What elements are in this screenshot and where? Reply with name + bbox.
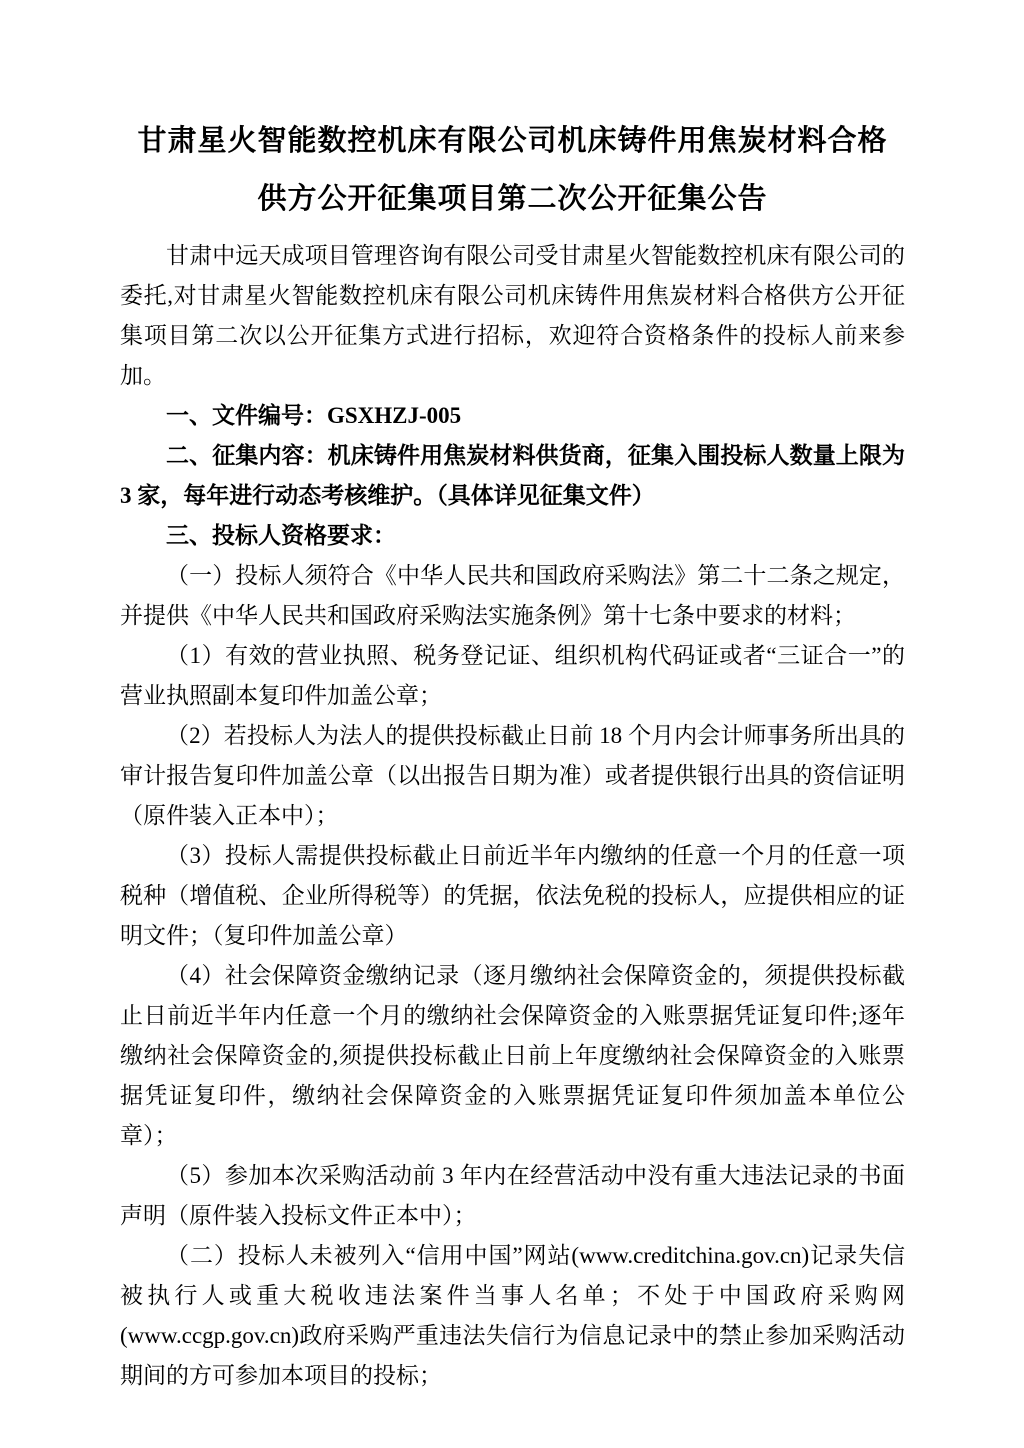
paragraph-3: 二、征集内容：机床铸件用焦炭材料供货商，征集入围投标人数量上限为 3 家，每年进行动态考核维护。（具体详见征集文件） (120, 443, 905, 508)
paragraph-11: （二）投标人未被列入“信用中国”网站(www.creditchina.gov.cn)记录失信被执行人或重大税收违法案件当事人名单；不处于中国政府采购网(www.ccgp.gov.cn)政府采购严重违法失信行为信息记录中的禁止参加采购活动期间的方可参加本项目的投标； (120, 1243, 905, 1388)
paragraph-6: （1）有效的营业执照、税务登记证、组织机构代码证或者“三证合一”的营业执照副本复印件加盖公章； (120, 643, 905, 708)
paragraph-10: （5）参加本次采购活动前 3 年内在经营活动中没有重大违法记录的书面声明（原件装入投标文件正本中）； (120, 1163, 905, 1228)
paragraph-8: （3）投标人需提供投标截止日前近半年内缴纳的任意一个月的任意一项税种（增值税、企业所得税等）的凭据，依法免税的投标人，应提供相应的证明文件；（复印件加盖公章） (120, 843, 905, 948)
paragraph-1: 甘肃中远天成项目管理咨询有限公司受甘肃星火智能数控机床有限公司的委托,对甘肃星火智能数控机床有限公司机床铸件用焦炭材料合格供方公开征集项目第二次以公开征集方式进行招标，欢迎符合资格条件的投标人前来参加。 (120, 243, 905, 388)
paragraph-2: 一、文件编号：GSXHZJ-005 (166, 403, 462, 428)
paragraph-7: （2）若投标人为法人的提供投标截止日前 18 个月内会计师事务所出具的审计报告复印件加盖公章（以出报告日期为准）或者提供银行出具的资信证明（原件装入正本中）； (120, 723, 905, 828)
document-body (120, 236, 905, 1396)
paragraph-9: （4）社会保障资金缴纳记录（逐月缴纳社会保障资金的，须提供投标截止日前近半年内任意一个月的缴纳社会保障资金的入账票据凭证复印件;逐年缴纳社会保障资金的,须提供投标截止日前上年度缴纳社会保障资金的入账票据凭证复印件，缴纳社会保障资金的入账票据凭证复印件须加盖本单位公章）； (120, 963, 905, 1148)
paragraph-5: （一）投标人须符合《中华人民共和国政府采购法》第二十二条之规定，并提供《中华人民共和国政府采购法实施条例》第十七条中要求的材料； (120, 563, 905, 628)
document-title (120, 112, 905, 228)
paragraph-4: 三、投标人资格要求： (166, 523, 396, 548)
document-title-line-2: 供方公开征集项目第二次公开征集公告 (257, 183, 768, 215)
document-title-line-1: 甘肃星火智能数控机床有限公司机床铸件用焦炭材料合格 (137, 125, 888, 157)
